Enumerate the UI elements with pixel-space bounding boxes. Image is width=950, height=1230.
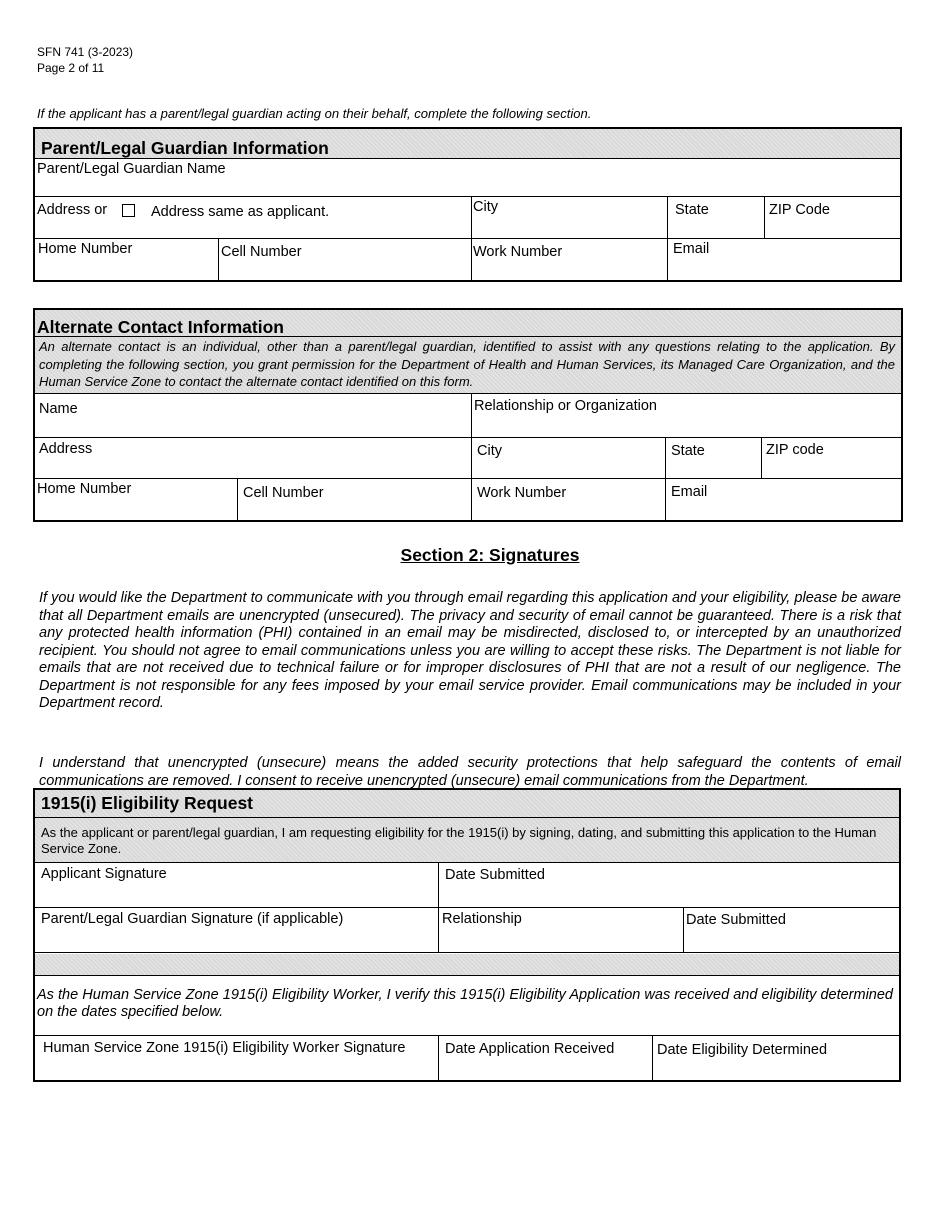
same-address-label: Address same as applicant.: [151, 204, 330, 220]
guardian-state-field[interactable]: State: [675, 202, 709, 218]
alternate-title: Alternate Contact Information: [37, 317, 284, 337]
alternate-work-field[interactable]: Work Number: [477, 485, 567, 501]
date-submitted-guardian-field[interactable]: Date Submitted: [686, 912, 786, 928]
applicant-signature-field[interactable]: Applicant Signature: [41, 866, 167, 882]
guardian-email-field[interactable]: Email: [673, 241, 710, 257]
form-id: SFN 741 (3-2023): [37, 45, 134, 59]
guardian-address-field[interactable]: Address or: [37, 202, 108, 218]
eligibility-section: [33, 788, 901, 1082]
guardian-name-field[interactable]: Parent/Legal Guardian Name: [37, 161, 226, 177]
date-received-field[interactable]: Date Application Received: [445, 1041, 615, 1057]
alternate-home-field[interactable]: Home Number: [37, 481, 132, 497]
guardian-city-field[interactable]: City: [473, 199, 498, 215]
email-disclaimer: If you would like the Department to communicate with you through email regarding this application and your eligibility, please be aware that all Department emails are unencrypted (unsecured). The privacy and security of email cannot be guaranteed. There is a risk that any protected health information (PHI) contained in an email may be misdirected, disclosed to, or intercepted by an unauthorized recipient. You should not agree to email communications unless you are willing to accept these risks. The Department is not liable for emails that are not received due to technical failure or for improper disclosures of PHI that are not a result of our negligence. The Department is not responsible for any fees imposed by your email service provider. Email communications may be included in your Department record.: [39, 590, 901, 711]
guardian-signature-field[interactable]: Parent/Legal Guardian Signature (if applicable): [41, 911, 344, 927]
alternate-city-field[interactable]: City: [477, 443, 502, 459]
worker-divider-band: [35, 954, 899, 975]
alternate-cell-field[interactable]: Cell Number: [243, 485, 324, 501]
alternate-name-field[interactable]: Name: [39, 401, 78, 417]
guardian-home-field[interactable]: Home Number: [38, 241, 133, 257]
alternate-relationship-field[interactable]: Relationship or Organization: [474, 398, 657, 414]
guardian-cell-field[interactable]: Cell Number: [221, 244, 302, 260]
relationship-field[interactable]: Relationship: [442, 911, 522, 927]
guardian-work-field[interactable]: Work Number: [473, 244, 563, 260]
eligibility-description: As the applicant or parent/legal guardian, I am requesting eligibility for the 1915(i) by signing, dating, and submitting this application to the Human Service Zone.: [41, 825, 877, 856]
page-number: Page 2 of 11: [37, 61, 105, 75]
signatures-title: Section 2: Signatures: [400, 545, 580, 565]
alternate-email-field[interactable]: Email: [671, 484, 708, 500]
date-submitted-field[interactable]: Date Submitted: [445, 867, 545, 883]
guardian-intro: If the applicant has a parent/legal guardian acting on their behalf, complete the following section.: [37, 106, 592, 121]
same-address-checkbox[interactable]: [122, 204, 135, 217]
date-determined-field[interactable]: Date Eligibility Determined: [657, 1042, 828, 1058]
alternate-section: [33, 308, 903, 522]
worker-signature-field[interactable]: Human Service Zone 1915(i) Eligibility Worker Signature: [43, 1040, 406, 1056]
alternate-description: An alternate contact is an individual, other than a parent/legal guardian, identified to assist with any questions relating to the application. By completing the following section, you grant permission for the Department of Health and Human Services, its Managed Care Organization, and the Human Service Zone to contact the alternate contact identified on this form.: [39, 339, 895, 389]
guardian-zip-field[interactable]: ZIP Code: [769, 202, 830, 218]
eligibility-title: 1915(i) Eligibility Request: [41, 793, 253, 813]
alternate-state-field[interactable]: State: [671, 443, 705, 459]
worker-statement: As the Human Service Zone 1915(i) Eligibility Worker, I verify this 1915(i) Eligibility Application was received and eligibility determined on the dates specified below.: [37, 987, 893, 1020]
email-consent: I understand that unencrypted (unsecure) means the added security protections that help safeguard the contents of email communications are removed. I consent to receive unencrypted (unsecure) email communications from the Department.: [39, 755, 901, 789]
guardian-title: Parent/Legal Guardian Information: [41, 138, 329, 158]
alternate-address-field[interactable]: Address: [39, 441, 93, 457]
alternate-zip-field[interactable]: ZIP code: [766, 442, 824, 458]
guardian-section: [33, 127, 902, 282]
